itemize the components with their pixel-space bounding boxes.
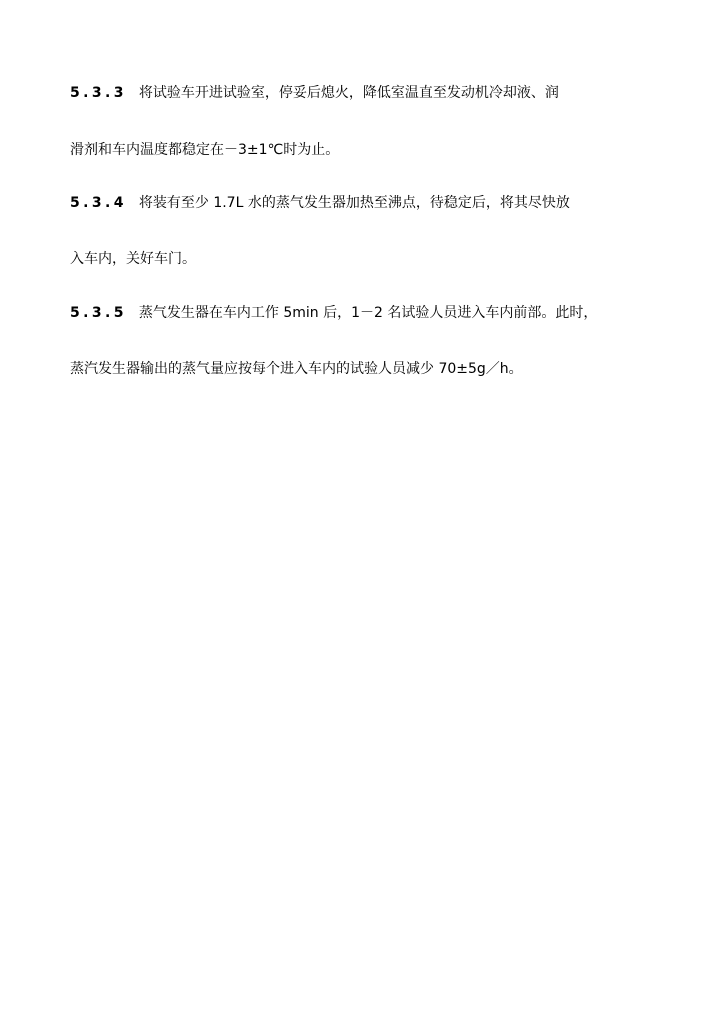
- clause-text: 蒸汽发生器输出的蒸气量应按每个进入车内的试验人员减少 70±5g／h。: [70, 361, 523, 377]
- clause-5-3-4-line-1: [70, 194, 570, 212]
- clause-5-3-3-line-1: [70, 84, 559, 102]
- clause-text: 蒸气发生器在车内工作 5min 后，1－2 名试验人员进入车内前部。此时，: [138, 305, 598, 321]
- clause-text: 入车内，关好车门。: [70, 251, 196, 267]
- clause-5-3-4-line-2: [70, 250, 196, 268]
- clause-number: 5.3.5: [70, 305, 127, 321]
- clause-number: 5.3.4: [70, 195, 127, 211]
- clause-number: 5.3.3: [70, 85, 127, 101]
- clause-text: 将装有至少 1.7L 水的蒸气发生器加热至沸点，待稳定后，将其尽快放: [138, 195, 570, 211]
- clause-5-3-5-line-1: [70, 304, 597, 322]
- clause-text: 滑剂和车内温度都稳定在－3±1℃时为止。: [70, 142, 340, 158]
- clause-5-3-5-line-2: [70, 360, 523, 378]
- clause-text: 将试验车开进试验室，停妥后熄火，降低室温直至发动机冷却液、润: [138, 85, 559, 101]
- clause-5-3-3-line-2: [70, 141, 339, 159]
